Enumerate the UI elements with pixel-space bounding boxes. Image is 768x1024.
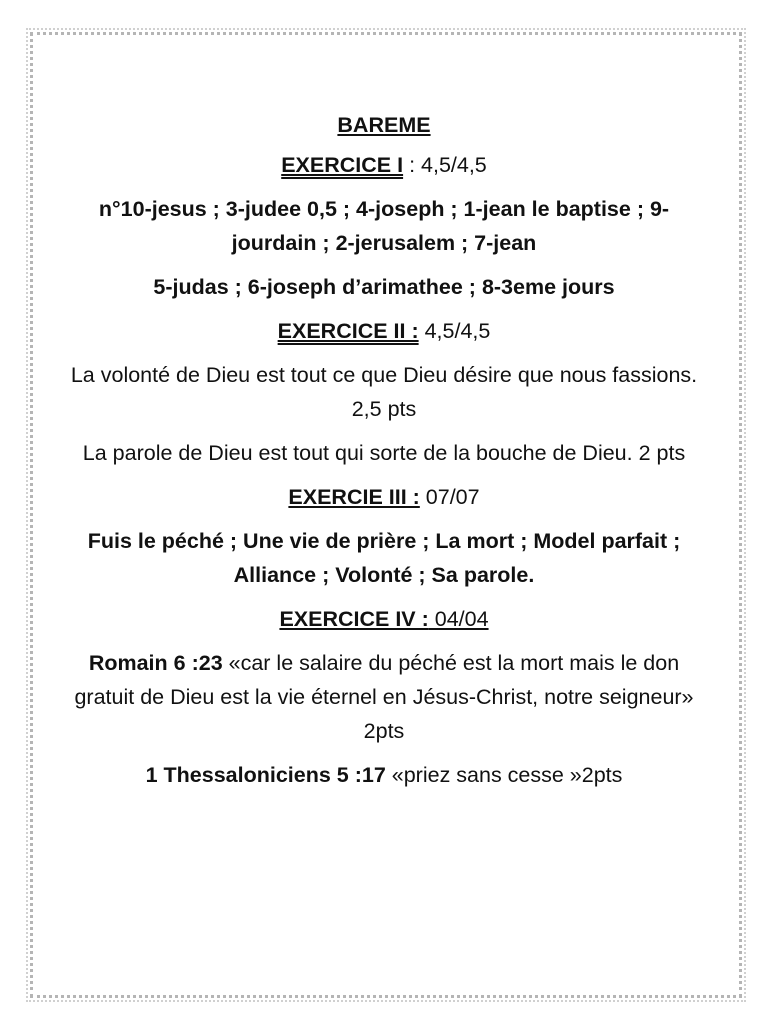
document-body [60,108,708,802]
exercise-2-header [60,314,708,348]
document-title: BAREME [337,113,431,137]
exercise-4-answer-1 [60,646,708,748]
exercise-1-score: 4,5/4,5 [421,153,487,177]
bible-reference-1: Romain 6 :23 [88,651,223,675]
exercise-2-answer-1: La volonté de Dieu est tout ce que Dieu désire que nous fassions. 2,5 pts [70,363,698,421]
exercise-3-header [60,480,708,514]
bible-quote-2: «priez sans cesse »2pts [385,763,623,787]
exercise-4-header [60,602,708,636]
exercise-2-score: 4,5/4,5 [418,319,491,343]
exercise-1-answers-1: n°10-jesus ; 3-judee 0,5 ; 4-joseph ; 1-jean le baptise ; 9-jourdain ; 2-jerusalem ; 7-jean [98,197,670,255]
exercise-2-answer-2: La parole de Dieu est tout qui sorte de la bouche de Dieu. 2 pts [82,441,686,465]
exercise-1-heading: EXERCICE I [281,153,404,177]
exercise-1-header [60,148,708,182]
exercise-3-heading: EXERCIE III : [288,485,420,509]
bible-reference-2: 1 Thessaloniciens 5 :17 [145,763,386,787]
exercise-4-answer-2 [60,758,708,792]
exercise-3-score: 07/07 [419,485,480,509]
exercise-4-heading: EXERCICE IV : [279,607,429,631]
bible-quote-1: «car le salaire du péché est la mort mais le don gratuit de Dieu est la vie éternel en Jésus-Christ, notre seigneur» 2pts [74,651,694,743]
exercise-1-colon: : [403,153,422,177]
exercise-4-score: 04/04 [428,607,489,631]
exercise-2-heading: EXERCICE II : [277,319,419,343]
exercise-3-answers: Fuis le péché ; Une vie de prière ; La mort ; Model parfait ; Alliance ; Volonté ; Sa parole. [87,529,681,587]
exercise-1-answers-2: 5-judas ; 6-joseph d’arimathee ; 8-3eme jours [153,275,615,299]
